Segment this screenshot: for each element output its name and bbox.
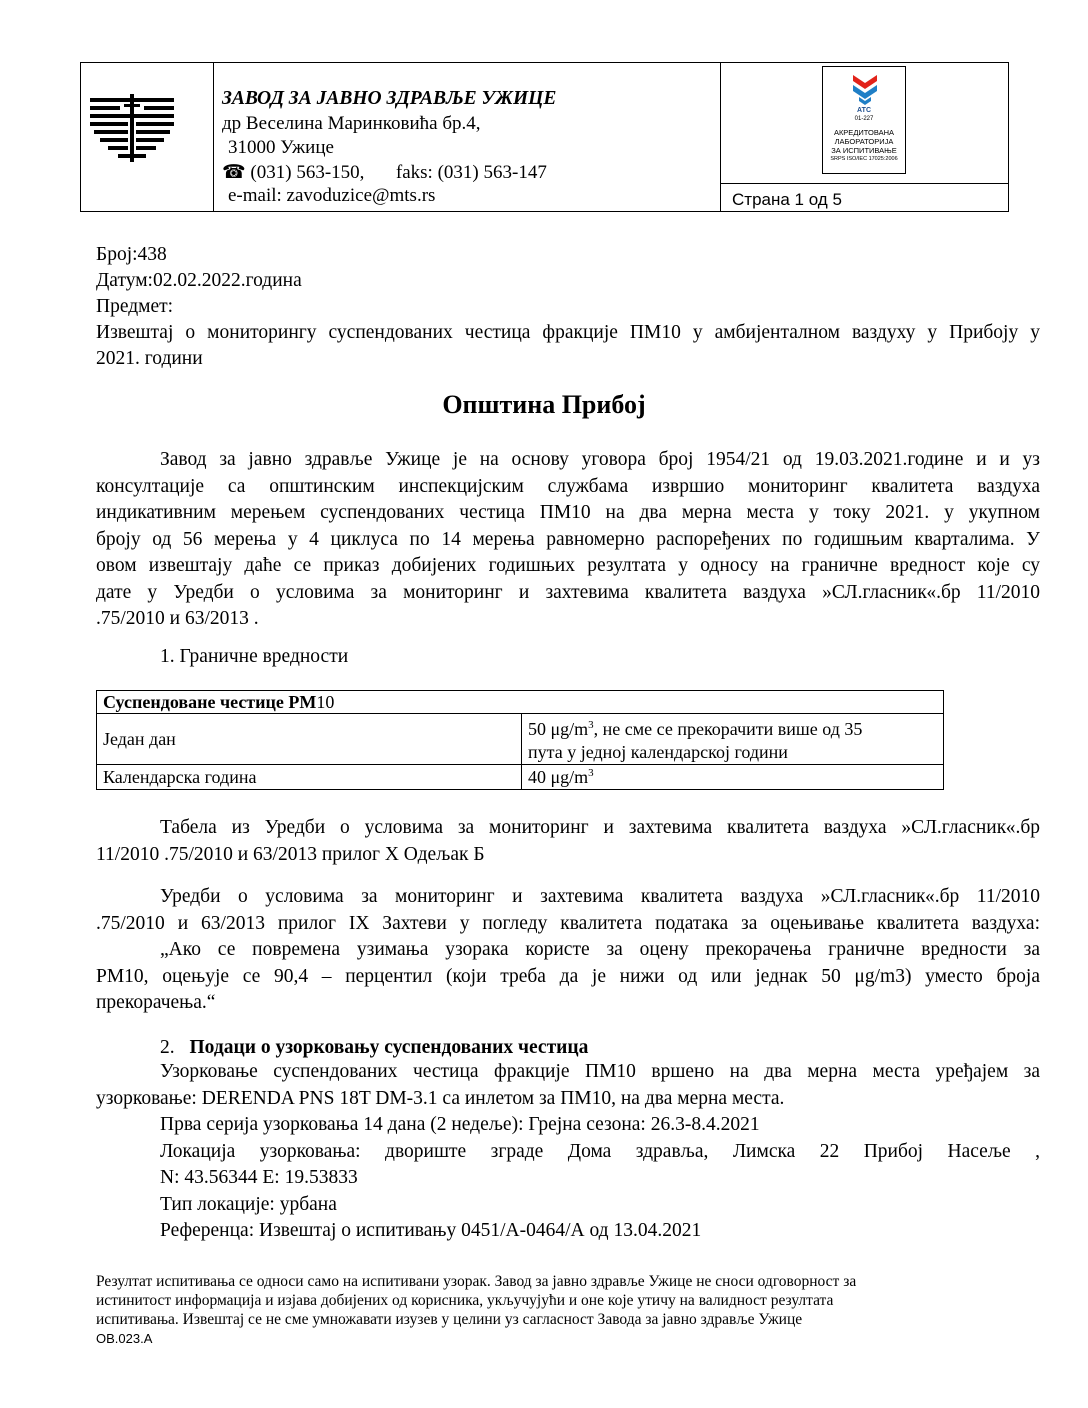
institution-phone: (031) 563-150, (250, 162, 365, 183)
badge-line: ЗА ИСПИТИВАЊЕ (831, 146, 897, 155)
badge-text (823, 128, 905, 164)
value-text: пута у једној календарској години (528, 742, 788, 762)
badge-line: ЛАБОРАТОРИЈА (834, 137, 894, 146)
regulation-line: „Ако се повремена узимања узорака користе за оцену прекорачења граничне вредности за (160, 939, 1040, 960)
table-cell-value (522, 714, 944, 765)
institution-phone-line (222, 161, 547, 184)
form-code: OB.023.A (96, 1331, 153, 1346)
regulation-line: .75/2010 и 63/2013 прилог IX Захтеви у погледу квалитета података за оцењивање квалитета ваздуха: (96, 912, 1040, 934)
regulation-paragraph (96, 884, 1040, 1017)
doc-subject-text: 2021. години (96, 348, 203, 369)
doc-subject-text: Извештај о мониторингу суспендованих честица фракције ПМ10 у амбијенталном ваздуху у Прибоју у (96, 322, 1040, 343)
badge-number: 01-227 (854, 116, 874, 122)
ats-logo-icon (851, 73, 879, 105)
value-sup: 3 (588, 766, 594, 779)
footer-line: истинитост информација и изјава добијених од корисника, укључујући и оне које утичу на валидност резултата (96, 1292, 834, 1309)
intro-line: .75/2010 и 63/2013 . (96, 608, 259, 629)
badge-org: АТС (856, 107, 872, 114)
section2-number: 2. (160, 1037, 175, 1058)
institution-name: ЗАВОД ЗА ЈАВНО ЗДРАВЉЕ УЖИЦЕ (222, 88, 557, 109)
table-header-row (97, 691, 944, 714)
value-text: 40 μg/m (528, 766, 589, 787)
intro-paragraph (96, 447, 1040, 633)
section2-line: Референца: Извештај о испитивању 0451/А-0464/А од 13.04.2021 (160, 1220, 702, 1241)
institution-logo (90, 94, 174, 162)
footer-line: Резултат испитивања се односи само на испитивани узорак. Завод за јавно здравље Ужице не сноси одговорност за (96, 1273, 857, 1290)
footer-disclaimer (96, 1272, 996, 1348)
table-cell-label: Календарска година (97, 765, 522, 790)
section2-title: Подаци о узорковању суспендованих честица (189, 1037, 589, 1058)
table-header-cell (97, 691, 944, 714)
table-note-line: Табела из Уредби о условима за мониторинг и захтевима квалитета ваздуха »СЛ.гласник«.бр (160, 817, 1040, 838)
table-row (97, 714, 944, 765)
section2-line: Прва серија узорковања 14 дана (2 недеље): Грејна сезона: 26.3-8.4.2021 (160, 1114, 760, 1135)
value-text: 50 μg/m (528, 719, 589, 739)
section2-line: Узорковање суспендованих честица фракције ПМ10 вршено на два мерна места уређајем за (160, 1061, 1040, 1082)
header-divider (213, 62, 214, 212)
intro-line: овом извештају даће се приказ добијених годишњих резултата у односу на граничне вредност које су (96, 555, 1040, 576)
table-row (97, 765, 944, 790)
section1-heading: 1. Граничне вредности (160, 646, 349, 667)
limit-values-table (96, 690, 944, 790)
intro-line: дате у Уредби о условима за мониторинг и захтевима квалитета ваздуха »СЛ.гласник«.бр 11/2010 (96, 581, 1040, 603)
table-cell-label: Један дан (97, 714, 522, 765)
value-sup: 3 (588, 719, 594, 731)
badge-line: SRPS ISO/IEC 17025:2006 (830, 156, 898, 162)
regulation-line: PM10, оцењује се 90,4 – перцентил (који треба да је нижи од или једнак 50 μg/m3) уместо броја (96, 965, 1040, 987)
header-divider (720, 62, 721, 212)
telephone-icon: ☎ (222, 162, 246, 183)
footer-line: испитивања. Извештај се не сме умножавати изузев у целини уз сагласност Завода за јавно здравље Ужице (96, 1311, 803, 1328)
table-note-line: 11/2010 .75/2010 и 63/2013 прилог X Одељак Б (96, 843, 485, 865)
intro-line: броју од 56 мерења у 4 циклуса по 14 мерења равномерно распоређених по годишњим кварталима. У (96, 528, 1040, 550)
intro-line: индикативним мерењем суспендованих честица ПМ10 на два мерна места у току 2021. у укупном (96, 502, 1040, 523)
accreditation-badge (822, 66, 906, 174)
section2-body (96, 1059, 1040, 1245)
institution-city: 31000 Ужице (228, 137, 334, 158)
value-text: , не сме се прекорачити више од 35 (593, 719, 863, 739)
intro-line: Завод за јавно здравље Ужице је на основу уговора број 1954/21 од 19.03.2021.годинe и и уз (160, 449, 1040, 470)
table-note (96, 815, 1040, 868)
badge-line: АКРЕДИТОВАНА (833, 128, 895, 137)
institution-fax: faks: (031) 563-147 (395, 162, 547, 183)
doc-number: Број:438 (96, 244, 167, 265)
regulation-line: прекорачења.“ (96, 992, 216, 1013)
section2-line: N: 43.56344 E: 19.53833 (160, 1167, 358, 1188)
institution-address: др Веселина Маринковића бр.4, (222, 113, 481, 134)
table-header-plain: 10 (316, 691, 335, 712)
header-divider (720, 183, 1009, 184)
table-cell-value (522, 765, 944, 790)
section2-line: Локација узорковања: двориште зграде Дома здравља, Лимска 22 Прибој Насеље , (160, 1140, 1040, 1162)
section2-line: узорковање: DERENDA PNS 18T DM-3.1 са инлетом за ПМ10, на два мерна места. (96, 1087, 785, 1109)
intro-line: консултације са општинским инспекцијским службама извршио мониторинг квалитета ваздуха (96, 475, 1040, 497)
institution-email: e-mail: zavoduzice@mts.rs (228, 185, 436, 206)
page-number: Страна 1 од 5 (732, 190, 842, 209)
section2-line: Тип локације: урбана (160, 1193, 337, 1215)
page-title: Општина Прибој (442, 390, 646, 419)
doc-subject-label: Предмет: (96, 296, 174, 317)
regulation-line: Уредби о условима за мониторинг и захтевима квалитета ваздуха »СЛ.гласник«.бр 11/2010 (160, 886, 1040, 907)
doc-date: Датум:02.02.2022.година (96, 270, 302, 291)
section2-heading (160, 1035, 588, 1062)
table-header-bold: Суспендоване честице PM (103, 691, 317, 712)
